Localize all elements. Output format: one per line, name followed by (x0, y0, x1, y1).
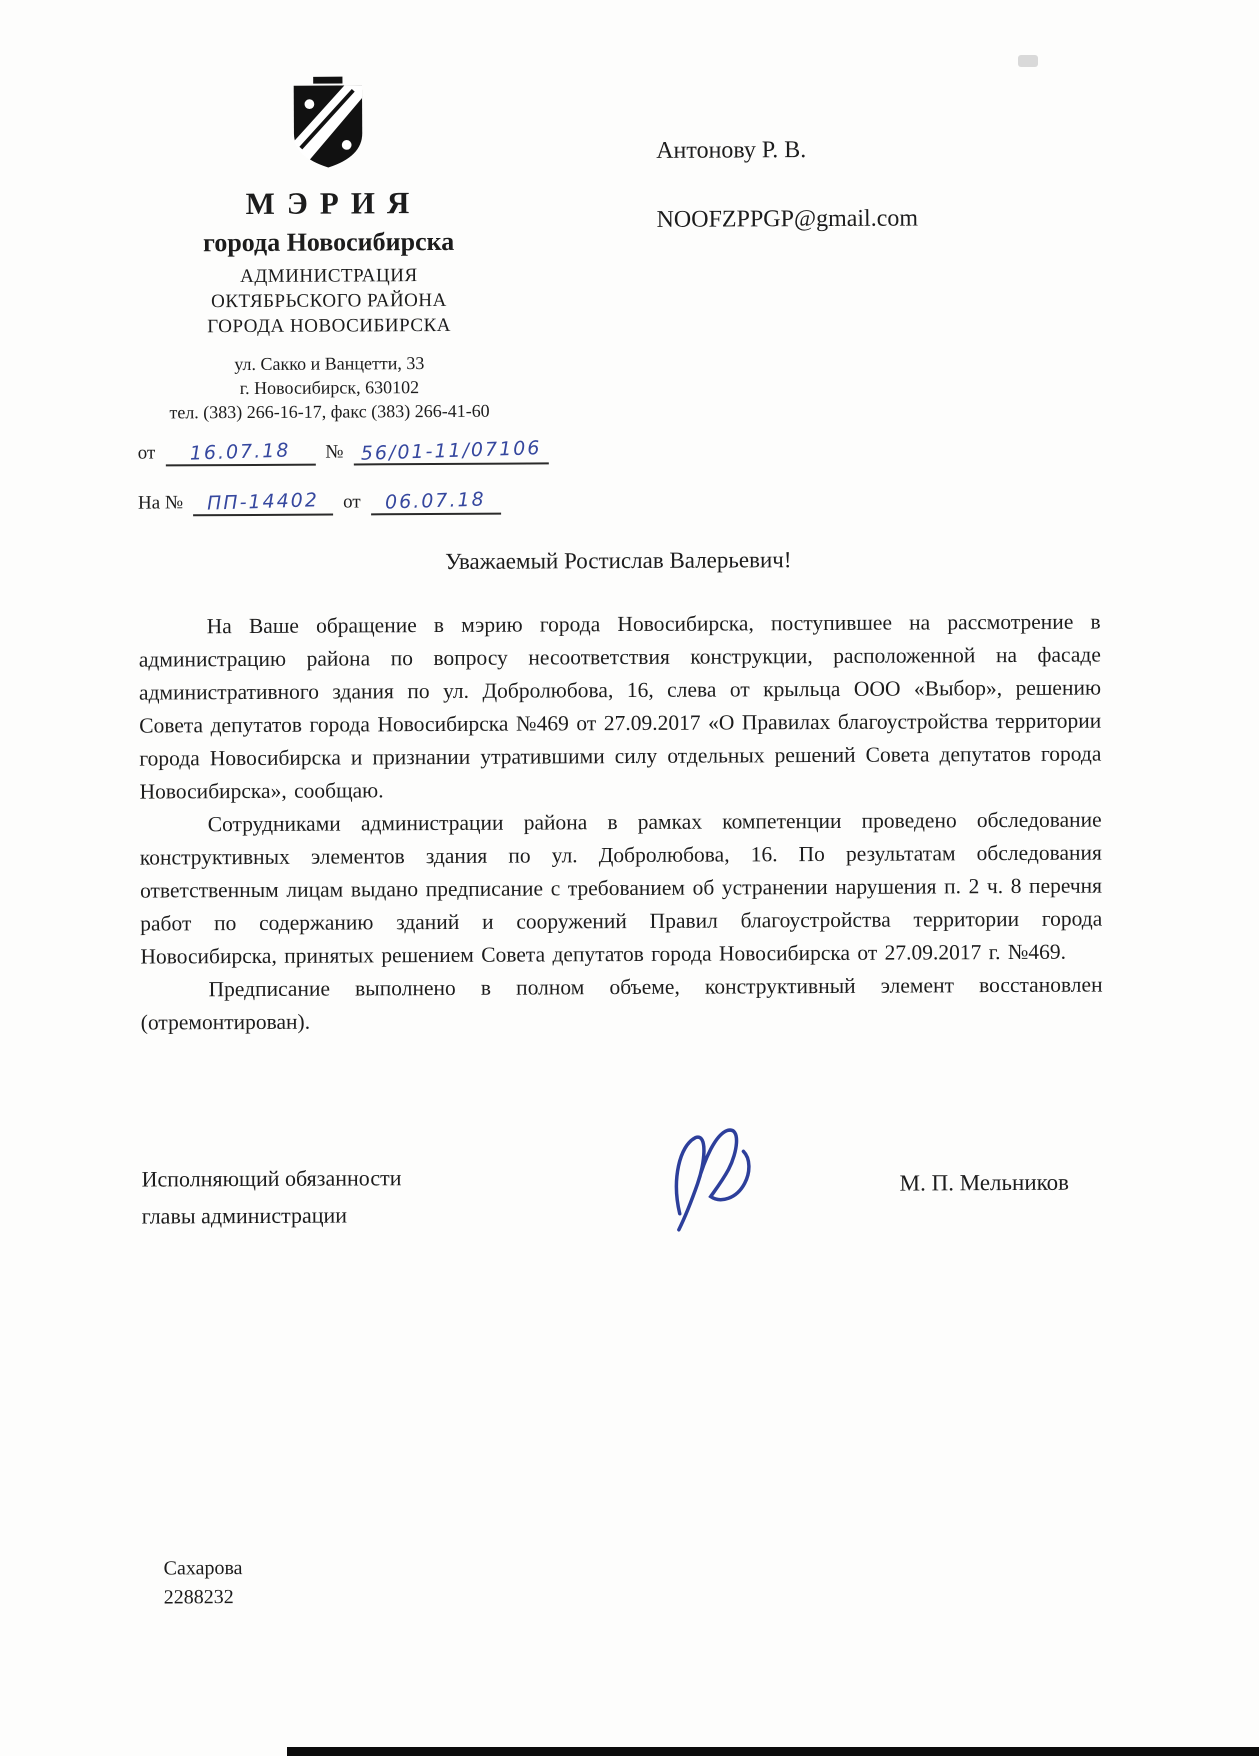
scan-edge-artifact (287, 1747, 1259, 1756)
out-no-field (353, 438, 548, 465)
org-city: города Новосибирска (203, 226, 455, 258)
address-line: г. Новосибирск, 630102 (239, 377, 420, 399)
handwritten-signature-icon (651, 1117, 782, 1238)
signer-position-line: Исполняющий обязанности (141, 1165, 402, 1192)
in-no-label: На № (137, 492, 184, 514)
address-line: ул. Сакко и Ванцетти, 33 (234, 353, 425, 375)
signer-position-line: главы администрации (141, 1202, 348, 1229)
letterhead (128, 75, 530, 424)
out-no-handwritten: 56/01-11/07106 (360, 437, 542, 465)
salutation: Уважаемый Ростислав Валерьевич! (445, 547, 792, 574)
in-no-handwritten: ПП-14402 (206, 489, 320, 515)
recipient-block (656, 136, 918, 233)
body-paragraph: На Ваше обращение в мэрию города Новосибирска, поступившее на рассмотрение в администрацию района по вопросу несоответствия конструкции, расположенной на фасаде административного здания по ул. Добролюбова, 16, слева от крыльца ООО «Выбор», решению Совета депутатов города Новосибирска №469 от 27.09.2017 «О Правилах благоустройства территории города Новосибирска и признании утратившими силу отдельных решений Совета депутатов города Новосибирска», сообщаю. (138, 609, 1102, 804)
reference-block (138, 438, 669, 541)
incoming-reference-line (138, 488, 668, 517)
executor-block (164, 1554, 243, 1612)
executor-name: Сахарова (163, 1557, 243, 1580)
body-paragraph: Предписание выполнено в полном объеме, конструктивный элемент восстановлен (отремонтирован). (140, 972, 1103, 1035)
department-line: АДМИНИСТРАЦИЯ (240, 265, 418, 288)
letter-body (139, 606, 1103, 1040)
in-date-field (371, 489, 501, 516)
executor-phone: 2288232 (163, 1586, 234, 1609)
department-line: ГОРОДА НОВОСИБИРСКА (207, 314, 452, 338)
signer-position (141, 1159, 401, 1234)
scan-smudge-artifact (1018, 55, 1038, 67)
out-date-handwritten: 16.07.18 (189, 439, 291, 465)
outgoing-reference-line (138, 438, 668, 467)
out-date-label: от (137, 442, 156, 464)
out-no-label: № (325, 441, 344, 463)
contacts-line: тел. (383) 266-16-17, факс (383) 266-41-60 (169, 400, 490, 423)
recipient-name: Антонову Р. В. (656, 137, 807, 164)
address-block (129, 353, 529, 424)
body-paragraph: Сотрудниками администрации района в рамках компетенции проведено обследование конструктивных элементов здания по ул. Добролюбова, 16. По результатам обследования ответственным лицам выдано предписание с требованием об устранении нарушения п. 2 ч. 8 перечня работ по содержанию зданий и сооружений Правил благоустройства территории города Новосибирска, принятых решением Совета депутатов города Новосибирска от 27.09.2017 г. №469. (139, 807, 1103, 969)
department-line: ОКТЯБРЬСКОГО РАЙОНА (211, 289, 447, 313)
in-date-label: от (343, 491, 361, 513)
out-date-field (165, 440, 315, 467)
signer-name: М. П. Мельников (899, 1169, 1070, 1196)
org-name: МЭРИЯ (245, 185, 422, 222)
recipient-email: NOOFZPPGP@gmail.com (656, 205, 919, 233)
in-no-field (193, 490, 333, 517)
novosibirsk-coat-of-arms-icon (288, 75, 369, 171)
department-block (129, 265, 529, 339)
in-date-handwritten: 06.07.18 (385, 488, 487, 514)
